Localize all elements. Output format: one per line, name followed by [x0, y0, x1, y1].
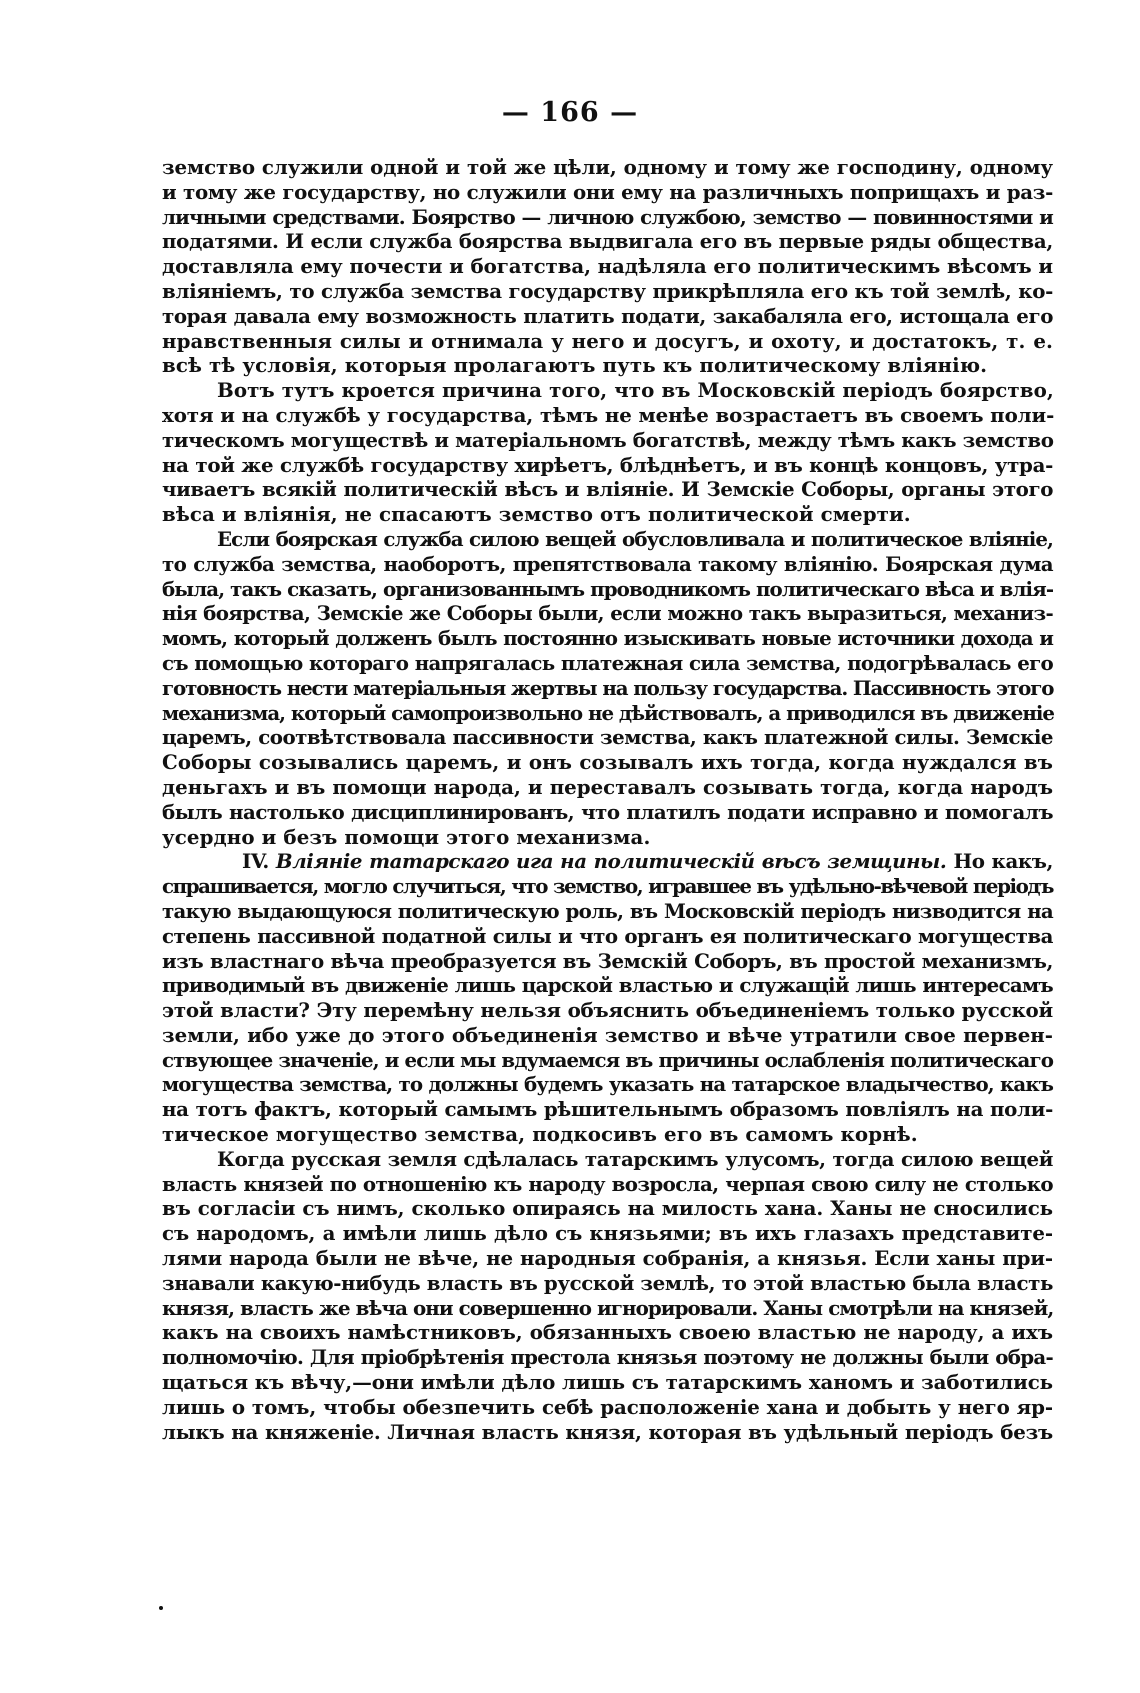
text-line: податями. И если служба боярства выдвигала его въ первые ряды общества,	[162, 229, 1053, 254]
text-line: то служба земства, наоборотъ, препятствовала такому вліянію. Боярская дума	[162, 551, 1053, 576]
text-line: степень пассивной податной силы и что органъ ея политическаго могущества	[162, 923, 1053, 948]
text-line: и тому же государству, но служили они ему на различныхъ поприщахъ и раз-	[162, 179, 1053, 204]
text-line: приводимый въ движеніе лишь царской властью и служащій лишь интересамъ	[162, 973, 1053, 998]
text-line: князя, власть же вѣча они совершенно игнорировали. Ханы смотрѣли на князей,	[162, 1295, 1054, 1320]
text-line: момъ, который долженъ былъ постоянно изыскивать новые источники дохода и	[162, 626, 1053, 651]
text-line: былъ настолько дисциплинированъ, что платилъ подати исправно и помогалъ	[162, 799, 1053, 824]
text-line: съ помощью котораго напрягалась платежная сила земства, подогрѣвалась его	[162, 650, 1053, 675]
text-line: ствующее значеніе, и если мы вдумаемся въ причины ослабленія политическаго	[162, 1047, 1053, 1072]
text-line: лями народа были не вѣче, не народныя собранія, а князья. Если ханы при-	[162, 1246, 1053, 1271]
text-line: лыкъ на княженіе. Личная власть князя, которая въ удѣльный періодъ безъ	[162, 1419, 1053, 1444]
text-line: могущества земства, то должны будемъ указать на татарское владычество, какъ	[162, 1072, 1053, 1097]
text-line: этой власти? Эту перемѣну нельзя объяснить объединеніемъ только русской	[162, 998, 1053, 1023]
text-line: вліяніемъ, то служба земства государству прикрѣпляла его къ той землѣ, ко-	[162, 278, 1053, 303]
text-line: Соборы созывались царемъ, и онъ созывалъ ихъ тогда, когда нуждался въ	[162, 750, 1053, 775]
text-line: съ народомъ, а имѣли лишь дѣло съ князьями; въ ихъ глазахъ представите-	[162, 1221, 1053, 1246]
text-line: такую выдающуюся политическую роль, въ Московскій періодъ низводится на	[162, 898, 1053, 923]
text-line: нія боярства, Земскіе же Соборы были, если можно такъ выразиться, механиз-	[162, 601, 1054, 626]
text-line: вѣса и вліянія, не спасаютъ земство отъ политической смерти.	[162, 502, 911, 527]
text-line: Если боярская служба силою вещей обусловливала и политическое вліяніе,	[217, 526, 1053, 551]
text-line: щаться къ вѣчу,—они имѣли дѣло лишь съ татарскимъ ханомъ и заботились	[162, 1370, 1053, 1395]
ink-dot	[159, 1606, 163, 1610]
section-continuation: Но какъ,	[953, 849, 1054, 874]
page-number: — 166 —	[501, 97, 639, 128]
text-line: чиваетъ всякій политическій вѣсъ и вліяніе. И Земскіе Соборы, органы этого	[162, 477, 1053, 502]
text-line: какъ на своихъ намѣстниковъ, обязанныхъ своею властью не народу, а ихъ	[162, 1320, 1053, 1345]
text-line: Когда русская земля сдѣлалась татарскимъ улусомъ, тогда силою вещей	[217, 1146, 1053, 1171]
text-line: земство служили одной и той же цѣли, одному и тому же господину, одному	[162, 155, 1053, 179]
text-line: въ согласіи съ нимъ, сколько опираясь на милость хана. Ханы не сносились	[162, 1196, 1053, 1221]
text-line: знавали какую-нибудь власть въ русской землѣ, то этой властью была власть	[162, 1270, 1053, 1295]
text-line: была, такъ сказать, организованнымъ проводникомъ политическаго вѣса и влія-	[162, 576, 1054, 601]
text-line: личными средствами. Боярство — личною службою, земство — повинностями и	[162, 204, 1053, 229]
section-heading-line	[162, 849, 1053, 874]
text-line: земли, ибо уже до этого объединенія земство и вѣче утратили свое первен-	[162, 1022, 1053, 1047]
section-numeral: IV.	[242, 849, 269, 874]
section-title: Вліяніе татарскаго ига на политическій вѣсъ земщины.	[275, 849, 947, 874]
text-line: спрашивается, могло случиться, что земство, игравшее въ удѣльно-вѣчевой періодъ	[162, 874, 1053, 899]
text-line: механизма, который самопроизвольно не дѣйствовалъ, а приводился въ движеніе	[162, 700, 1054, 725]
text-line: на той же службѣ государству хирѣетъ, блѣднѣетъ, и въ концѣ концовъ, утра-	[162, 452, 1053, 477]
text-line: готовность нести матеріальныя жертвы на пользу государства. Пассивность этого	[162, 675, 1054, 700]
text-line: всѣ тѣ условія, которыя пролагаютъ путь къ политическому вліянію.	[162, 353, 988, 378]
text-line: деньгахъ и въ помощи народа, и переставалъ созывать тогда, когда народъ	[162, 774, 1053, 799]
text-line: нравственныя силы и отнимала у него и досугъ, и охоту, и достатокъ, т. е.	[162, 328, 1053, 353]
text-line: торая давала ему возможность платить подати, закабаляла его, истощала его	[162, 303, 1053, 328]
text-line: на тотъ фактъ, который самымъ рѣшительнымъ образомъ повліялъ на поли-	[162, 1097, 1053, 1122]
text-line: тическое могущество земства, подкосивъ его въ самомъ корнѣ.	[162, 1122, 918, 1147]
text-line: полномочію. Для пріобрѣтенія престола князья поэтому не должны были обра-	[162, 1345, 1053, 1370]
text-line: власть князей по отношенію къ народу возросла, черпая свою силу не столько	[162, 1171, 1053, 1196]
text-line: усердно и безъ помощи этого механизма.	[162, 824, 651, 849]
text-line: Вотъ тутъ кроется причина того, что въ Московскій періодъ боярство,	[217, 378, 1054, 403]
text-line: лишь о томъ, чтобы обезпечить себѣ расположеніе хана и добыть у него яр-	[162, 1394, 1053, 1419]
text-line: изъ властнаго вѣча преобразуется въ Земскій Соборъ, въ простой механизмъ,	[162, 948, 1053, 973]
text-line: доставляла ему почести и богатства, надѣляла его политическимъ вѣсомъ и	[162, 254, 1053, 279]
text-line: тическомъ могуществѣ и матеріальномъ богатствѣ, между тѣмъ какъ земство	[162, 427, 1054, 452]
text-line: царемъ, соотвѣтствовала пассивности земства, какъ платежной силы. Земскіе	[162, 725, 1053, 750]
body-text	[162, 155, 1053, 1444]
text-line: хотя и на службѣ у государства, тѣмъ не менѣе возрастаетъ въ своемъ поли-	[162, 402, 1055, 427]
